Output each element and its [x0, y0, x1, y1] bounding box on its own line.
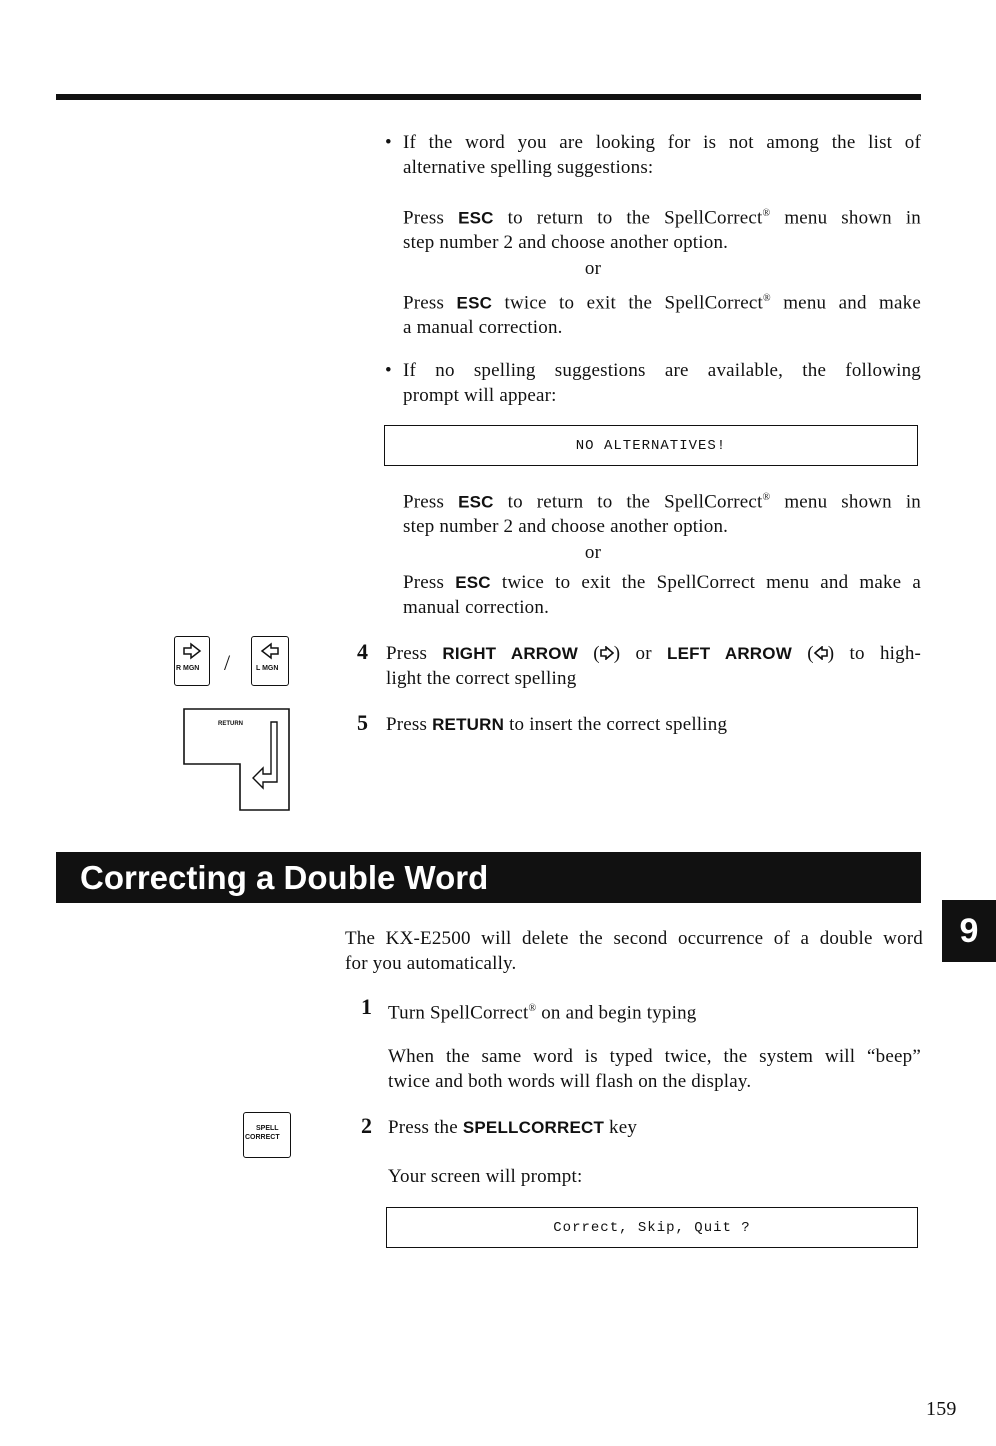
instruction-line: Press RIGHT ARROW ( ) or LEFT ARROW ( ) to high-: [386, 643, 922, 664]
left-arrow-key-label: LEFT ARROW: [666, 644, 792, 663]
top-rule: [56, 94, 921, 100]
right-arrow-icon: [600, 646, 614, 660]
bullet-line: If no spelling suggestions are available, the following: [403, 360, 921, 381]
spellcorrect-key-icon: [243, 1112, 291, 1158]
r-mgn-key-icon: [174, 636, 210, 686]
esc-key-label: ESC: [455, 573, 491, 592]
key-label: CORRECT: [245, 1134, 280, 1141]
instruction-line: Press ESC twice to exit the SpellCorrect® menu and make: [403, 292, 922, 314]
instruction-line: Press ESC twice to exit the SpellCorrect menu and make a: [403, 572, 922, 593]
intro-line: for you automatically.: [345, 953, 517, 974]
key-label: L MGN: [256, 665, 279, 672]
right-arrow-icon: [182, 642, 202, 660]
instruction-line: step number 2 and choose another option.: [403, 232, 729, 254]
instruction-line: Press ESC to return to the SpellCorrect® menu shown in: [403, 207, 922, 229]
press-esc-twice-a: [403, 286, 921, 340]
prompt-box-no-alternatives: [384, 425, 918, 466]
step-1-text: Turn SpellCorrect® on and begin typing: [388, 1002, 697, 1024]
key-separator-slash: /: [224, 650, 231, 675]
step-4-text: [386, 641, 921, 691]
spellcorrect-key-label: SPELLCORRECT: [462, 1118, 605, 1137]
bullet-no-suggestions: [385, 358, 921, 408]
or-divider: or: [584, 258, 602, 279]
prompt-text: Correct, Skip, Quit ?: [553, 1219, 751, 1236]
section-title: Correcting a Double Word: [80, 859, 489, 896]
step-5-text: Press RETURN to insert the correct spelling: [386, 714, 728, 735]
bullet-dot: •: [385, 360, 392, 381]
instruction-line: manual correction.: [403, 597, 550, 618]
key-label: R MGN: [176, 665, 200, 672]
esc-key-label: ESC: [456, 293, 493, 313]
step-number-4: 4: [357, 639, 368, 664]
step-number-5: 5: [357, 710, 368, 735]
key-label: RETURN: [218, 721, 243, 727]
instruction-line: step number 2 and choose another option.: [403, 516, 729, 538]
left-arrow-icon: [260, 642, 280, 660]
step-1-description: [388, 1044, 921, 1094]
or-divider: or: [584, 542, 602, 563]
bullet-line: prompt will appear:: [403, 385, 557, 406]
bullet-dot: •: [385, 132, 392, 153]
l-mgn-key-icon: [251, 636, 289, 686]
section-intro: [345, 926, 923, 976]
prompt-box-correct-skip-quit: [386, 1207, 918, 1248]
instruction-line: light the correct spelling: [386, 668, 577, 689]
bullet-not-in-list: [385, 130, 921, 180]
press-esc-twice-b: [403, 570, 921, 620]
screen-prompt-label: Your screen will prompt:: [388, 1166, 583, 1187]
step-number-2: 2: [361, 1113, 372, 1138]
section-heading-banner: [56, 852, 921, 903]
instruction-line: Press ESC to return to the SpellCorrect® menu shown in: [403, 491, 922, 513]
return-key-label: RETURN: [432, 715, 505, 734]
page-number: 159: [926, 1398, 957, 1420]
press-esc-return-b: [403, 485, 921, 539]
instruction-line: a manual correction.: [403, 317, 563, 339]
chapter-tab: 9: [942, 900, 996, 962]
description-line: When the same word is typed twice, the system will “beep”: [388, 1046, 921, 1067]
right-arrow-key-label: RIGHT ARROW: [442, 644, 578, 663]
left-arrow-icon: [814, 646, 828, 660]
esc-key-label: ESC: [458, 492, 494, 512]
step-number-1: 1: [361, 994, 372, 1019]
step-2-text: Press the SPELLCORRECT key: [388, 1117, 638, 1138]
esc-key-label: ESC: [458, 208, 494, 228]
bullet-line: alternative spelling suggestions:: [403, 157, 654, 178]
prompt-text: NO ALTERNATIVES!: [575, 437, 727, 454]
bullet-line: If the word you are looking for is not among the list of: [403, 132, 921, 153]
intro-line: The KX-E2500 will delete the second occurrence of a double word: [345, 928, 923, 949]
description-line: twice and both words will flash on the display.: [388, 1071, 752, 1092]
key-label: SPELL: [256, 1125, 279, 1132]
press-esc-return-a: [403, 201, 921, 255]
